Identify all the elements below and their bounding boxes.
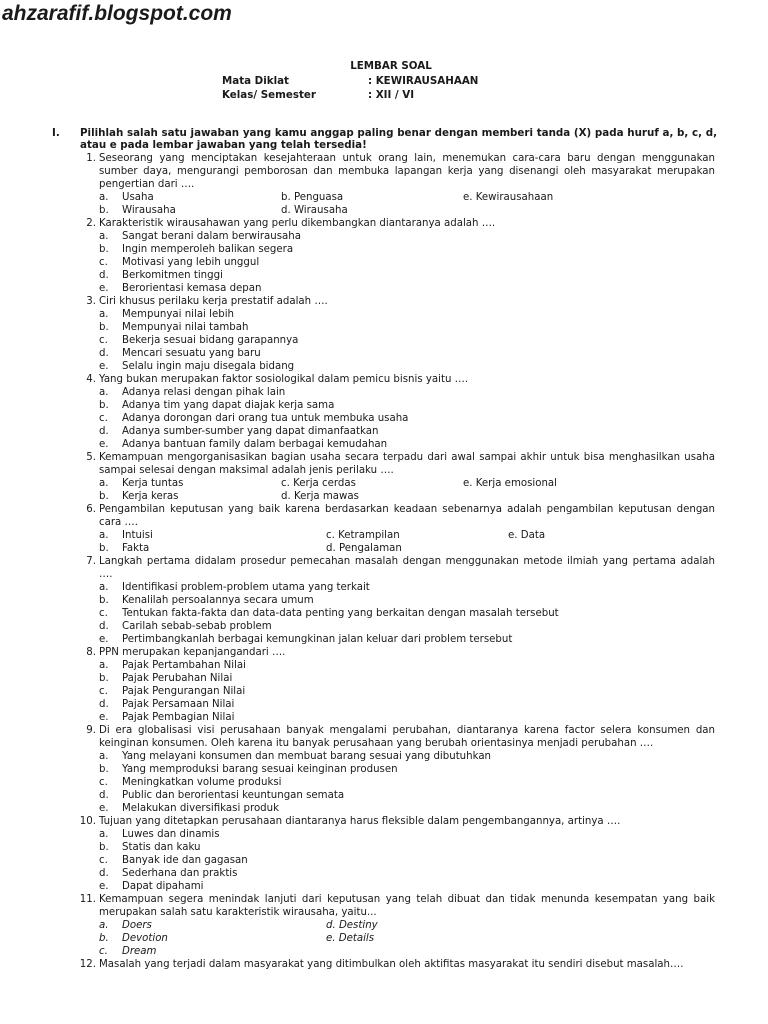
- question-number: 5.: [86, 452, 96, 463]
- option-letter: d.: [99, 426, 109, 437]
- question-1: [0, 152, 768, 217]
- question-text: PPN merupakan kepanjangandari ….: [99, 647, 286, 658]
- option-letter: b.: [99, 673, 109, 684]
- question-text: Karakteristik wirausahawan yang perlu dikembangkan diantaranya adalah ….: [99, 218, 496, 229]
- question-10: [0, 815, 768, 893]
- option-text: Devotion: [122, 933, 168, 944]
- option-letter: b.: [99, 244, 109, 255]
- option-text: Identifikasi problem-problem utama yang terkait: [122, 582, 370, 593]
- option-text: Bekerja sesuai bidang garapannya: [122, 335, 299, 346]
- option-c: [0, 607, 768, 620]
- question-number: 1.: [86, 153, 96, 164]
- option-text: Intuisi: [122, 530, 153, 541]
- option-letter: c.: [99, 257, 108, 268]
- option-b: [0, 672, 768, 685]
- option-text: Carilah sebab-sebab problem: [122, 621, 272, 632]
- question-8: [0, 646, 768, 724]
- option-letter: d.: [99, 790, 109, 801]
- option-row: [0, 932, 768, 945]
- question-number: 3.: [86, 296, 96, 307]
- option-c: [0, 854, 768, 867]
- option-text: Wirausaha: [122, 205, 176, 216]
- option-text: Statis dan kaku: [122, 842, 201, 853]
- option-text: Banyak ide dan gagasan: [122, 855, 248, 866]
- question-text: Langkah pertama didalam prosedur pemecahan masalah dengan menggunakan metode ilmiah yang pertama adalah ….: [99, 556, 715, 580]
- option-d: [0, 789, 768, 802]
- option-text: e. Details: [326, 933, 375, 944]
- option-letter: b.: [99, 400, 109, 411]
- option-b: [0, 841, 768, 854]
- question-number: 7.: [86, 556, 96, 567]
- option-c: [0, 776, 768, 789]
- option-letter: c.: [99, 686, 108, 697]
- option-text: Usaha: [122, 192, 154, 203]
- option-text: Adanya dorongan dari orang tua untuk membuka usaha: [122, 413, 409, 424]
- option-row: [0, 529, 768, 542]
- option-letter: d.: [99, 699, 109, 710]
- subject-row: [0, 74, 768, 89]
- option-letter: b.: [99, 595, 109, 606]
- option-row: [0, 191, 768, 204]
- option-a: [0, 230, 768, 243]
- option-letter: a.: [99, 751, 109, 762]
- option-text: Fakta: [122, 543, 150, 554]
- option-text: Pajak Persamaan Nilai: [122, 699, 235, 710]
- option-text: c. Ketrampilan: [326, 530, 400, 541]
- option-letter: b.: [99, 764, 109, 775]
- option-d: [0, 867, 768, 880]
- option-text: Pertimbangkanlah berbagai kemungkinan jalan keluar dari problem tersebut: [122, 634, 513, 645]
- option-a: [0, 308, 768, 321]
- option-letter: c.: [99, 855, 108, 866]
- option-e: [0, 633, 768, 646]
- instruction-block: [52, 128, 717, 151]
- class-label: Kelas/ Semester: [222, 89, 316, 101]
- option-letter: a.: [99, 231, 109, 242]
- question-9: [0, 724, 768, 815]
- option-text: d. Kerja mawas: [281, 491, 359, 502]
- option-text: Mempunyai nilai tambah: [122, 322, 249, 333]
- option-letter: d.: [99, 868, 109, 879]
- option-letter: c.: [99, 777, 108, 788]
- option-letter: b.: [99, 933, 109, 944]
- question-text: Kemampuan segera menindak lanjuti dari keputusan yang telah dibuat dan tidak menunda kesempatan yang baik merupakan salah satu karakteristik wirausaha, yaitu...: [99, 894, 715, 918]
- option-text: Adanya tim yang dapat diajak kerja sama: [122, 400, 335, 411]
- option-b: [0, 243, 768, 256]
- option-row: [0, 477, 768, 490]
- option-e: [0, 711, 768, 724]
- option-letter: e.: [99, 439, 109, 450]
- option-d: [0, 269, 768, 282]
- option-letter: d.: [99, 270, 109, 281]
- option-e: [0, 802, 768, 815]
- option-text: Mencari sesuatu yang baru: [122, 348, 261, 359]
- option-d: [0, 698, 768, 711]
- question-number: 11.: [79, 894, 96, 905]
- option-text: Adanya sumber-sumber yang dapat dimanfaatkan: [122, 426, 379, 437]
- option-c: [0, 334, 768, 347]
- option-text: Ingin memperoleh balikan segera: [122, 244, 294, 255]
- question-number: 6.: [86, 504, 96, 515]
- subject-label: Mata Diklat: [222, 74, 289, 87]
- class-value: : XII / VI: [368, 89, 415, 101]
- option-row: [0, 542, 768, 555]
- option-text: Kenalilah persoalannya secara umum: [122, 595, 314, 606]
- option-b: [0, 763, 768, 776]
- option-text: Doers: [122, 920, 152, 931]
- option-b: [0, 321, 768, 334]
- option-text: Adanya relasi dengan pihak lain: [122, 387, 286, 398]
- question-text: Ciri khusus perilaku kerja prestatif adalah ….: [99, 296, 328, 307]
- option-text: Berkomitmen tinggi: [122, 270, 223, 281]
- option-letter: e.: [99, 803, 109, 814]
- option-letter: c.: [99, 413, 108, 424]
- option-letter: a.: [99, 530, 109, 541]
- option-letter: b.: [99, 491, 109, 502]
- option-text: Sangat berani dalam berwirausaha: [122, 231, 301, 242]
- option-letter: c.: [99, 946, 108, 957]
- option-letter: b.: [99, 543, 109, 554]
- option-a: [0, 386, 768, 399]
- option-a: [0, 581, 768, 594]
- option-text: Public dan berorientasi keuntungan semata: [122, 790, 345, 801]
- question-number: 12.: [79, 959, 96, 970]
- option-letter: c.: [99, 608, 108, 619]
- question-2: [0, 217, 768, 295]
- option-text: Pajak Pengurangan Nilai: [122, 686, 246, 697]
- option-letter: e.: [99, 283, 109, 294]
- option-b: [0, 399, 768, 412]
- question-text: Di era globalisasi visi perusahaan banyak mengalami perubahan, diantaranya karena factor selera konsumen dan keinginan konsumen. Oleh karena itu banyak perusahaan yang berubah orientasinya menjadi perubahan ….: [99, 725, 715, 749]
- question-text: Seseorang yang menciptakan kesejahteraan untuk orang lain, menemukan cara-cara baru dengan menggunakan sumber daya, mengurangi pemborosan dan membuka lapangan kerja yang disenangi oleh masyarakat merupakan pengertian dari ….: [99, 153, 715, 190]
- option-letter: e.: [99, 712, 109, 723]
- question-text: Kemampuan mengorganisasikan bagian usaha secara terpadu dari awal sampai akhir untuk bisa menghasilkan usaha sampai selesai dengan maksimal adalah jenis perilaku ….: [99, 452, 715, 476]
- option-text: Adanya bantuan family dalam berbagai kemudahan: [122, 439, 388, 450]
- question-text: Yang bukan merupakan faktor sosiologikal dalam pemicu bisnis yaitu ….: [99, 374, 469, 385]
- option-d: [0, 347, 768, 360]
- option-letter: a.: [99, 478, 109, 489]
- option-text: Meningkatkan volume produksi: [122, 777, 282, 788]
- option-letter: d.: [99, 621, 109, 632]
- class-row: [0, 88, 768, 103]
- option-text: Selalu ingin maju disegala bidang: [122, 361, 295, 372]
- option-text: Dream: [122, 946, 157, 957]
- option-text: Pajak Perubahan Nilai: [122, 673, 233, 684]
- question-6: [0, 503, 768, 555]
- option-text: b. Penguasa: [281, 192, 344, 203]
- option-letter: a.: [99, 387, 109, 398]
- option-letter: e.: [99, 634, 109, 645]
- option-e: [0, 360, 768, 373]
- option-text: Sederhana dan praktis: [122, 868, 238, 879]
- option-letter: b.: [99, 842, 109, 853]
- sheet-title: LEMBAR SOAL: [350, 60, 432, 72]
- option-text: Motivasi yang lebih unggul: [122, 257, 260, 268]
- option-text: e. Kerja emosional: [463, 478, 558, 489]
- option-text: c. Kerja cerdas: [281, 478, 356, 489]
- option-text: Luwes dan dinamis: [122, 829, 220, 840]
- option-text: Melakukan diversifikasi produk: [122, 803, 279, 814]
- option-letter: d.: [99, 348, 109, 359]
- option-text: Pajak Pertambahan Nilai: [122, 660, 246, 671]
- option-text: Berorientasi kemasa depan: [122, 283, 262, 294]
- option-a: [0, 828, 768, 841]
- question-number: 2.: [86, 218, 96, 229]
- question-text: Pengambilan keputusan yang baik karena berdasarkan keadaan sebenarnya adalah pengambilan keputusan dengan cara ….: [99, 504, 715, 528]
- option-row: [0, 204, 768, 217]
- option-text: Kerja tuntas: [122, 478, 184, 489]
- question-7: [0, 555, 768, 646]
- question-text: Masalah yang terjadi dalam masyarakat yang ditimbulkan oleh aktifitas masyarakat itu sendiri disebut masalah….: [99, 959, 684, 970]
- option-e: [0, 438, 768, 451]
- option-text: Yang memproduksi barang sesuai keinginan produsen: [122, 764, 398, 775]
- option-text: Tentukan fakta-fakta dan data-data penting yang berkaitan dengan masalah tersebut: [122, 608, 559, 619]
- option-letter: a.: [99, 192, 109, 203]
- option-letter: c.: [99, 335, 108, 346]
- blog-watermark: ahzarafif.blogspot.com: [2, 2, 232, 25]
- option-a: [0, 659, 768, 672]
- option-letter: a.: [99, 660, 109, 671]
- option-d: [0, 620, 768, 633]
- option-letter: a.: [99, 920, 109, 931]
- option-text: Dapat dipahami: [122, 881, 204, 892]
- option-b: [0, 594, 768, 607]
- option-letter: b.: [99, 205, 109, 216]
- option-text: d. Destiny: [326, 920, 378, 931]
- question-5: [0, 451, 768, 503]
- option-e: [0, 880, 768, 893]
- option-letter: b.: [99, 322, 109, 333]
- question-list: [0, 152, 768, 971]
- option-a: [0, 750, 768, 763]
- question-number: 4.: [86, 374, 96, 385]
- option-text: e. Kewirausahaan: [463, 192, 554, 203]
- option-c: [0, 685, 768, 698]
- option-letter: a.: [99, 309, 109, 320]
- question-12: [0, 958, 768, 971]
- option-c: [0, 256, 768, 269]
- option-e: [0, 282, 768, 295]
- question-number: 9.: [86, 725, 96, 736]
- instruction-text: Pilihlah salah satu jawaban yang kamu anggap paling benar dengan memberi tanda (X) pada huruf a, b, c, d, atau e pada lembar jawaban yang telah tersedia!: [80, 127, 717, 151]
- option-c: [0, 412, 768, 425]
- subject-value: : KEWIRAUSAHAAN: [368, 74, 479, 87]
- option-text: Yang melayani konsumen dan membuat barang sesuai yang dibutuhkan: [122, 751, 492, 762]
- section-number: I.: [52, 127, 60, 139]
- option-text: Pajak Pembagian Nilai: [122, 712, 235, 723]
- question-number: 10.: [79, 816, 96, 827]
- option-letter: a.: [99, 582, 109, 593]
- option-row: [0, 919, 768, 932]
- question-text: Tujuan yang ditetapkan perusahaan diantaranya harus fleksible dalam pengembangannya, artinya ….: [99, 816, 621, 827]
- document-header: [0, 59, 768, 103]
- question-number: 8.: [86, 647, 96, 658]
- option-text: d. Wirausaha: [281, 205, 348, 216]
- option-text: Mempunyai nilai lebih: [122, 309, 234, 320]
- question-4: [0, 373, 768, 451]
- option-letter: a.: [99, 829, 109, 840]
- question-11: [0, 893, 768, 958]
- question-3: [0, 295, 768, 373]
- option-row: [0, 945, 768, 958]
- option-text: e. Data: [508, 530, 546, 541]
- option-letter: e.: [99, 361, 109, 372]
- option-row: [0, 490, 768, 503]
- option-text: d. Pengalaman: [326, 543, 402, 554]
- option-d: [0, 425, 768, 438]
- option-text: Kerja keras: [122, 491, 179, 502]
- option-letter: e.: [99, 881, 109, 892]
